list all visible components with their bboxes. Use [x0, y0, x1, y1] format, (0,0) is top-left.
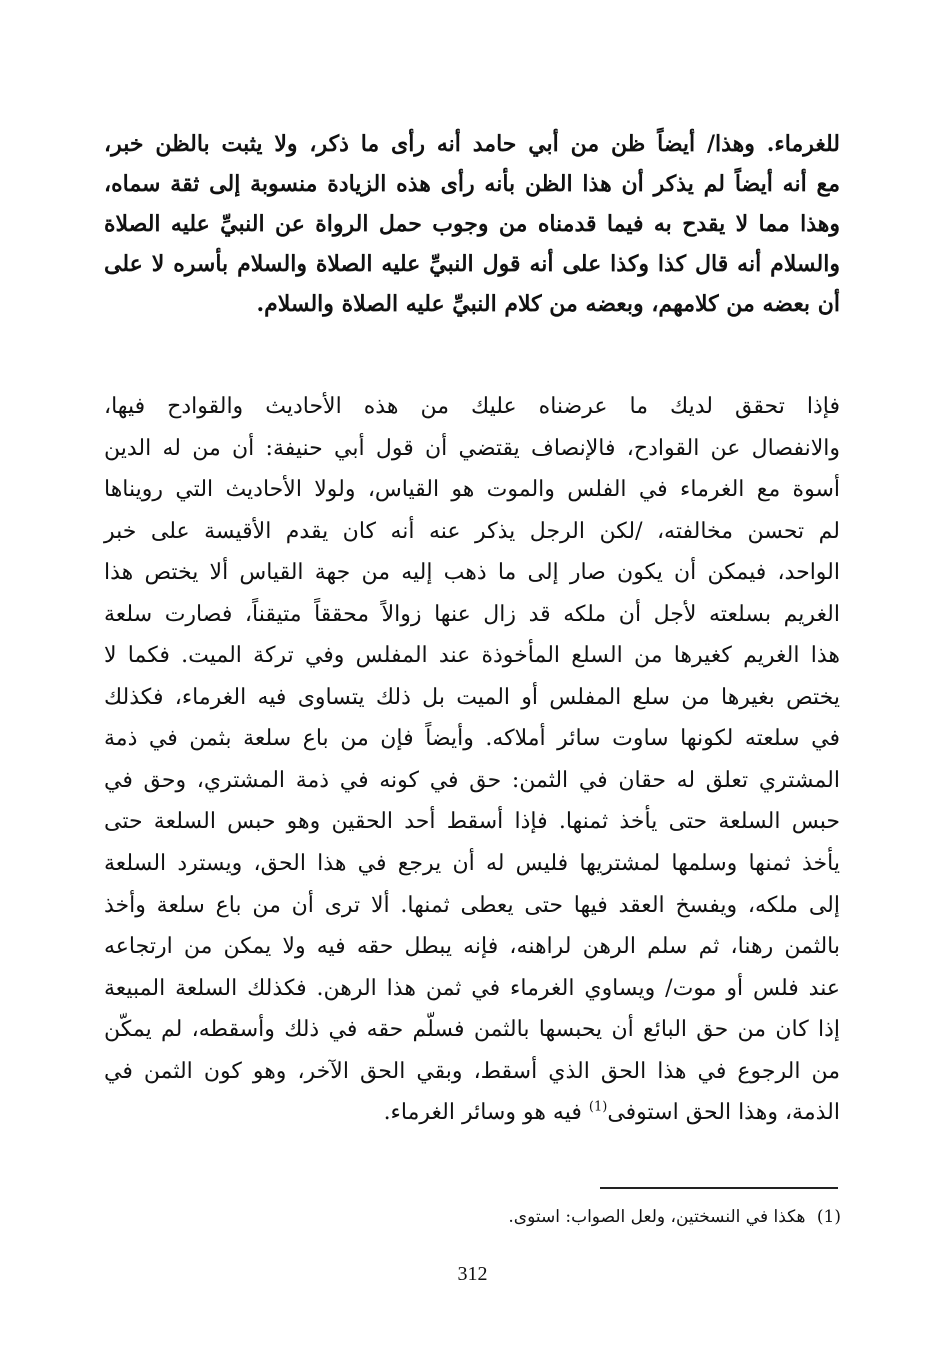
text-line: والسلام أنه قال كذا وكذا على أنه قول النبيِّ عليه الصلاة والسلام بأسره لا على	[104, 251, 840, 277]
text-line: المشتري تعلق له حقان في الثمن: حق في كونه في ذمة المشتري، وحق في	[104, 767, 840, 793]
footnote-reference[interactable]: (1)	[588, 1099, 608, 1115]
text-line: والانفصال عن القوادح، فالإنصاف يقتضي أن قول أبي حنيفة: أن من له الدين	[104, 435, 840, 461]
text-line: يأخذ ثمنها وسلمها لمشتريها فليس له أن يرجع في هذا الحق، ويسترد السلعة	[104, 851, 840, 877]
text-line: الواحد، فيمكن أن يكون صار إلى ما ذهب إليه من جهة القياس ألا يختص هذا	[104, 560, 840, 586]
text-line: لم تحسن مخالفته، /لكن الرجل يذكر عنه أنه كان يقدم الأقيسة على خبر	[104, 518, 840, 544]
text-line: وهذا مما لا يقدح به فيما قدمناه من وجوب حمل الرواة عن النبيِّ عليه الصلاة	[104, 211, 840, 237]
text-line: يختص بغيرها من سلع المفلس أو الميت بل ذلك يتساوى فيه الغرماء، فكذلك	[104, 684, 840, 710]
text-line: إذا كان من حق البائع أن يحبسها بالثمن فسلّم حقه في ذلك وأسقطه، لم يمكّن	[104, 1017, 840, 1043]
text-line: الغريم بسلعته لأجل أن ملكه قد زال عنها زوالاً محققاً متيقناً، فصارت سلعة	[104, 601, 840, 627]
paragraph-1	[104, 124, 840, 324]
text-segment: فيه هو وسائر الغرماء.	[383, 1100, 589, 1126]
paragraph-2	[104, 386, 840, 1134]
text-line: أن بعضه من كلامهم، وبعضه من كلام النبيِّ عليه الصلاة والسلام.	[256, 291, 840, 317]
text-line: أسوة مع الغرماء في الفلس والموت هو القياس، ولولا الأحاديث التي رويناها	[104, 477, 840, 503]
text-line: في سلعته لكونها ساوت سائر أملاكه. وأيضاً فإن من باع سلعة بثمن في ذمة	[104, 726, 840, 752]
text-line: حبس السلعة حتى يأخذ ثمنها. فإذا أسقط أحد الحقين وهو حبس السلعة حتى	[104, 809, 840, 835]
footnote-text: هكذا في النسختين، ولعل الصواب: استوى.	[508, 1207, 806, 1227]
text-line: بالثمن رهنا، ثم سلم الرهن لراهنه، فإنه يبطل حقه فيه ولا يمكن من ارتجاعه	[104, 934, 840, 960]
text-line: فإذا تحقق لديك ما عرضناه عليك من هذه الأحاديث والقوادح فيها،	[104, 394, 840, 419]
footnote-divider	[600, 1187, 838, 1189]
page-number: 312	[457, 1263, 488, 1285]
text-line: من الرجوع في هذا الحق الذي أسقط، وبقي الحق الآخر، وهو كون الثمن في	[104, 1058, 840, 1084]
footnote	[241, 1202, 841, 1232]
text-line: مع أنه أيضاً لم يذكر أن هذا الظن بأنه رأى هذه الزيادة منسوبة إلى ثقة سماه،	[104, 171, 840, 197]
footnote-number: (1)	[816, 1207, 841, 1227]
text-line: عند فلس أو موت/ ويساوي الغرماء في ثمن هذا الرهن. فكذلك السلعة المبيعة	[104, 975, 840, 1001]
text-segment: الذمة، وهذا الحق استوفى	[607, 1100, 840, 1126]
text-line: هذا الغريم كغيرها من السلع المأخوذة عند المفلس وفي تركة الميت. فكما لا	[104, 643, 840, 669]
text-line: إلى ملكه، ويفسخ العقد فيها حتى يعطى ثمنها. ألا ترى أن من باع سلعة وأخذ	[104, 892, 840, 918]
text-line: للغرماء. وهذا/ أيضاً ظن من أبي حامد أنه رأى ما ذكر، ولا يثبت بالظن خبر،	[104, 131, 840, 157]
text-line-last	[104, 1092, 840, 1134]
